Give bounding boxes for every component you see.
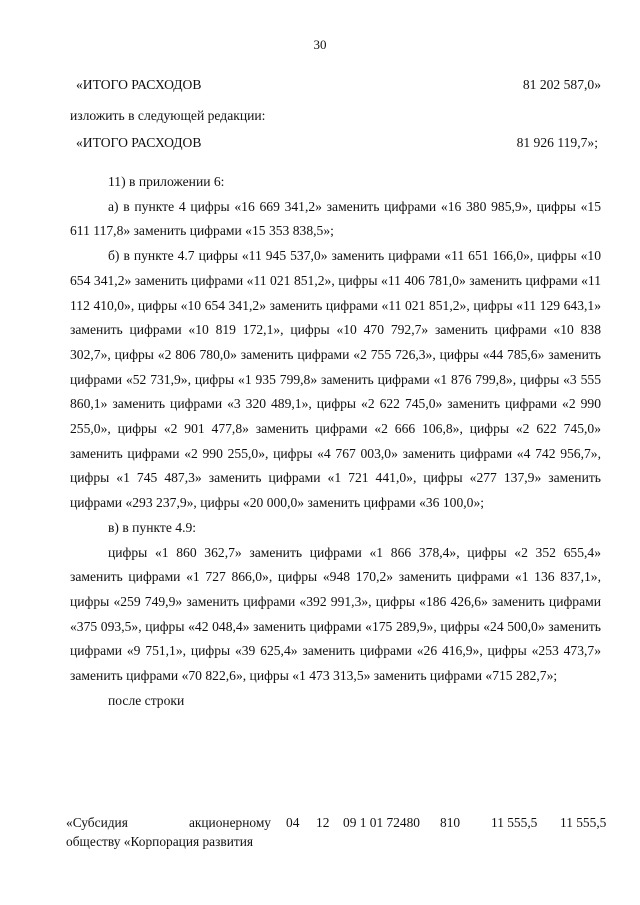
edit-phrase: изложить в следующей редакции: xyxy=(70,108,266,123)
table-row xyxy=(66,813,614,853)
total-new-value: 81 926 119,7»; xyxy=(516,135,598,150)
total-old-value: 81 202 587,0» xyxy=(522,77,601,92)
total-old-line xyxy=(70,76,601,94)
table-row-target: 09 1 01 72480 xyxy=(343,815,420,830)
paragraph-v: в) в пункте 4.9: xyxy=(108,519,197,535)
paragraph-appendix: 11) в приложении 6: xyxy=(108,174,225,189)
table-row-value2: 11 555,5 xyxy=(560,815,607,830)
total-old-label: «ИТОГО РАСХОДОВ xyxy=(76,77,202,92)
paragraph-b: б) в пункте 4.7 цифры «11 945 537,0» заменить цифрами «11 651 166,0», цифры «10 654 341,2» заменить цифрами «11 021 851,2», цифры «11 406 781,0» заменить цифрами «11 112 410,0», цифры «10 654 341,2» заменить цифрами «11 021 851,2», цифры «11 129 643,1» заменить цифрами «10 819 172,1», цифры «10 470 792,7» заменить цифрами «10 838 302,7», цифры «2 806 780,0» заменить цифрами «2 755 726,3», цифры «44 785,6» заменить цифрами «52 731,9», цифры «1 935 799,8» заменить цифрами «1 876 799,8», цифры «3 555 860,1» заменить цифрами «3 320 489,1», цифры «2 622 745,0» заменить цифрами «2 990 255,0», цифры «2 901 477,8» заменить цифрами «2 666 106,8», цифры «2 622 745,0» заменить цифрами «2 990 255,0», цифры «4 767 003,0» заменить цифрами «4 742 956,7», цифры «1 745 487,3» заменить цифрами «1 721 441,0», цифры «277 137,9» заменить цифрами «293 237,9», цифры «20 000,0» заменить цифрами «36 100,0»; xyxy=(70,248,601,511)
total-new-label: «ИТОГО РАСХОДОВ xyxy=(76,135,202,150)
total-new-line xyxy=(70,134,598,152)
paragraph-after-row: после строки xyxy=(108,692,185,708)
page-number: 30 xyxy=(313,37,327,52)
table-row-type: 810 xyxy=(440,815,461,830)
table-row-section: 04 xyxy=(286,815,300,830)
table-row-value1: 11 555,5 xyxy=(491,815,538,830)
paragraph-a: а) в пункте 4 цифры «16 669 341,2» заменить цифрами «16 380 985,9», цифры «15 611 117,8» заменить цифрами «15 353 838,5»; xyxy=(70,198,601,239)
table-row-subsection: 12 xyxy=(316,815,330,830)
paragraph-v-text: цифры «1 860 362,7» заменить цифрами «1 866 378,4», цифры «2 352 655,4» заменить цифрами «1 727 866,0», цифры «948 170,2» заменить цифрами «1 136 837,1», цифры «259 749,9» заменить цифрами «392 991,3», цифры «186 426,6» заменить цифрами «375 093,5», цифры «42 048,4» заменить цифрами «175 289,9», цифры «24 500,0» заменить цифрами «9 751,1», цифры «39 625,4» заменить цифрами «26 416,9», цифры «253 473,7» заменить цифрами «70 822,6», цифры «1 473 313,5» заменить цифрами «715 282,7»; xyxy=(70,544,601,684)
table-row-name: «Субсидия акционерному обществу «Корпорация развития xyxy=(66,815,271,849)
body-text xyxy=(70,174,601,713)
